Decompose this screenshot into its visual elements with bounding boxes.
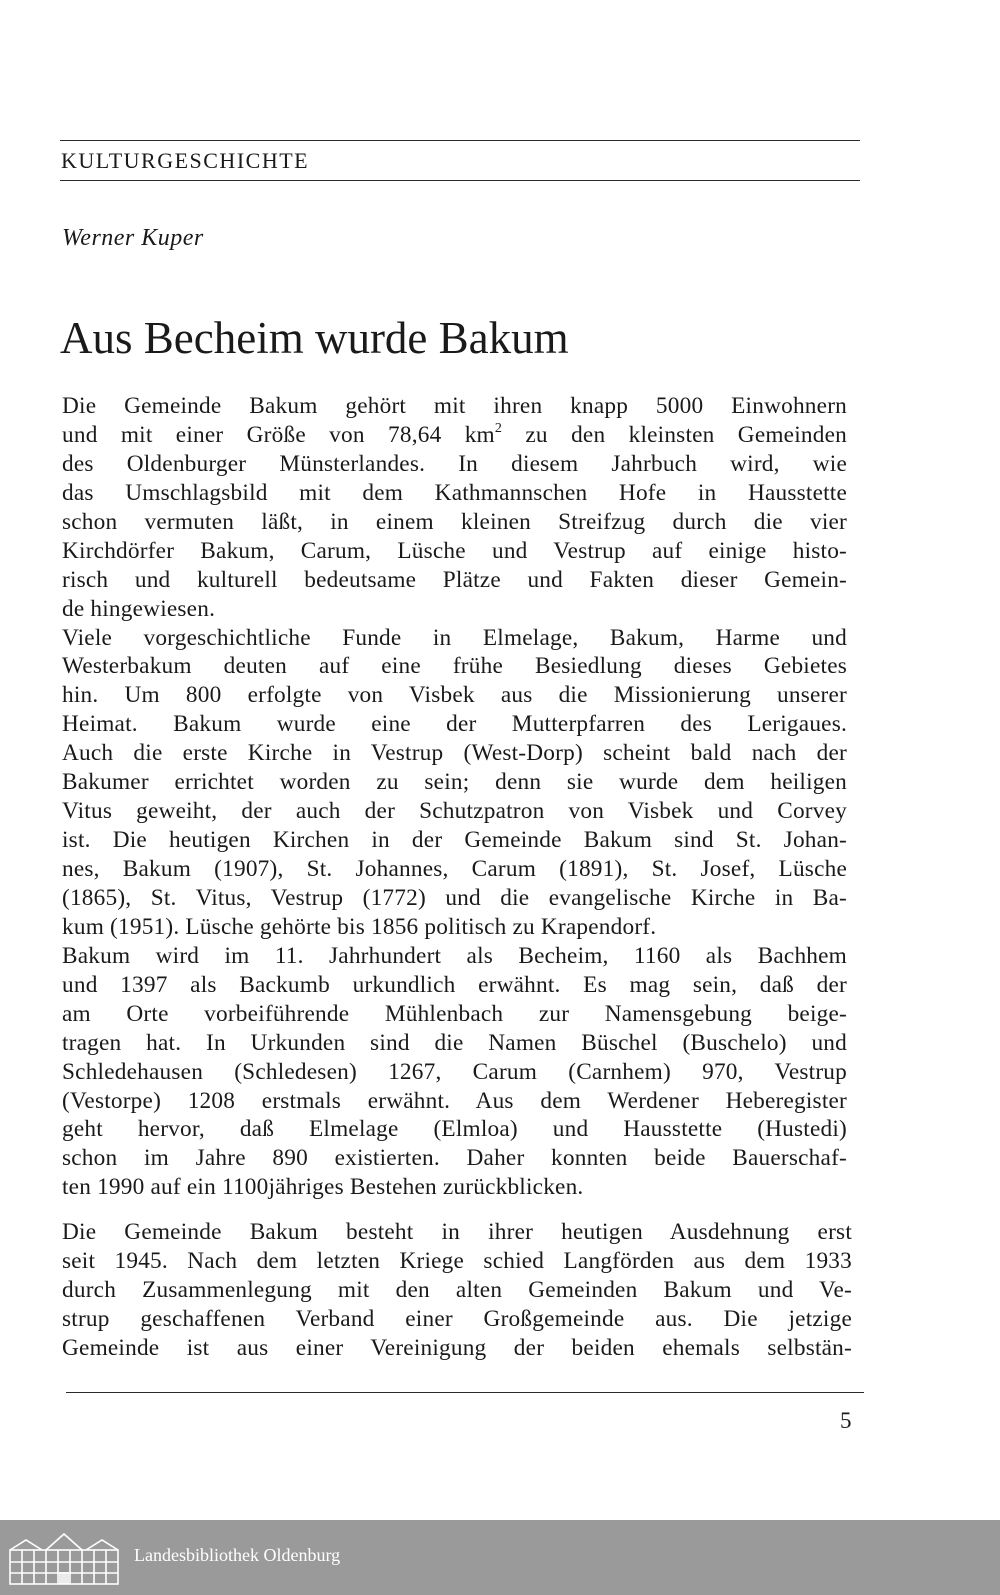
text-line: de hingewiesen. (62, 595, 216, 622)
header-rule-bottom (60, 180, 860, 181)
text-line: Westerbakum deuten auf eine frühe Besiedlung dieses Gebietes (62, 653, 847, 680)
text-line: (1865), St. Vitus, Vestrup (1772) und die evangelische Kirche in Ba- (62, 884, 847, 911)
header-rule-top (60, 140, 860, 141)
text-line: Viele vorgeschichtliche Funde in Elmelage, Bakum, Harme und (62, 624, 847, 651)
text-line: tragen hat. In Urkunden sind die Namen Büschel (Buschelo) und (62, 1029, 847, 1056)
text-line-with-superscript (62, 421, 847, 450)
text-line: schon vermuten läßt, in einem kleinen Streifzug durch die vier (62, 508, 847, 535)
text-line: Vitus geweiht, der auch der Schutzpatron von Visbek und Corvey (62, 798, 847, 825)
text-line: am Orte vorbeiführende Mühlenbach zur Namensgebung beige- (62, 1000, 847, 1027)
text-line: Bakum wird im 11. Jahrhundert als Becheim, 1160 als Bachhem (62, 942, 847, 969)
page-number: 5 (840, 1408, 852, 1433)
footer-rule (66, 1392, 864, 1393)
text-line: Bakumer errichtet worden zu sein; denn sie wurde dem heiligen (62, 769, 847, 796)
body-paragraph-2 (62, 1218, 852, 1363)
library-building-icon (6, 1528, 122, 1588)
library-footer-bar (0, 1520, 1000, 1595)
text-line: risch und kulturell bedeutsame Plätze und Fakten dieser Gemein- (62, 566, 847, 593)
text-line: geht hervor, daß Elmelage (Elmloa) und Hausstette (Hustedi) (62, 1116, 847, 1143)
text-fragment: zu den kleinsten Gemeinden (502, 421, 847, 448)
section-label: KULTURGESCHICHTE (61, 148, 310, 173)
text-line: durch Zusammenlegung mit den alten Gemeinden Bakum und Ve- (62, 1276, 852, 1303)
text-line: des Oldenburger Münsterlandes. In diesem Jahrbuch wird, wie (62, 450, 847, 477)
text-line: ist. Die heutigen Kirchen in der Gemeinde Bakum sind St. Johan- (62, 827, 847, 854)
text-line: schon im Jahre 890 existierten. Daher konnten beide Bauerschaf- (62, 1145, 847, 1172)
text-line: das Umschlagsbild mit dem Kathmannschen Hofe in Hausstette (62, 479, 847, 506)
library-name: Landesbibliothek Oldenburg (134, 1545, 341, 1565)
text-line: Schledehausen (Schledesen) 1267, Carum (Carnhem) 970, Vestrup (62, 1058, 847, 1085)
body-paragraph-1 (62, 392, 847, 1202)
text-line: Gemeinde ist aus einer Vereinigung der beiden ehemals selbstän- (62, 1334, 852, 1361)
article-title: Aus Becheim wurde Bakum (60, 313, 569, 363)
text-line: Die Gemeinde Bakum besteht in ihrer heutigen Ausdehnung erst (62, 1219, 852, 1245)
text-line: ten 1990 auf ein 1100jähriges Bestehen zurückblicken. (62, 1174, 584, 1201)
text-line: strup geschaffenen Verband einer Großgemeinde aus. Die jetzige (62, 1305, 852, 1332)
superscript: 2 (494, 420, 503, 436)
text-line: seit 1945. Nach dem letzten Kriege schied Langförden aus dem 1933 (62, 1247, 852, 1274)
text-line: Die Gemeinde Bakum gehört mit ihren knapp 5000 Einwohnern (62, 393, 847, 419)
text-line: Heimat. Bakum wurde eine der Mutterpfarren des Lerigaues. (62, 711, 847, 738)
text-line: und 1397 als Backumb urkundlich erwähnt. Es mag sein, daß der (62, 971, 847, 998)
text-line: Kirchdörfer Bakum, Carum, Lüsche und Vestrup auf einige histo- (62, 537, 847, 564)
author-name: Werner Kuper (62, 225, 204, 251)
text-line: (Vestorpe) 1208 erstmals erwähnt. Aus dem Werdener Heberegister (62, 1087, 847, 1114)
text-line: nes, Bakum (1907), St. Johannes, Carum (1891), St. Josef, Lüsche (62, 856, 847, 882)
text-line: Auch die erste Kirche in Vestrup (West-Dorp) scheint bald nach der (62, 740, 847, 767)
text-line: hin. Um 800 erfolgte von Visbek aus die Missionierung unserer (62, 682, 847, 709)
text-fragment: und mit einer Größe von 78,64 km (62, 421, 495, 448)
text-line: kum (1951). Lüsche gehörte bis 1856 politisch zu Krapendorf. (62, 913, 657, 940)
